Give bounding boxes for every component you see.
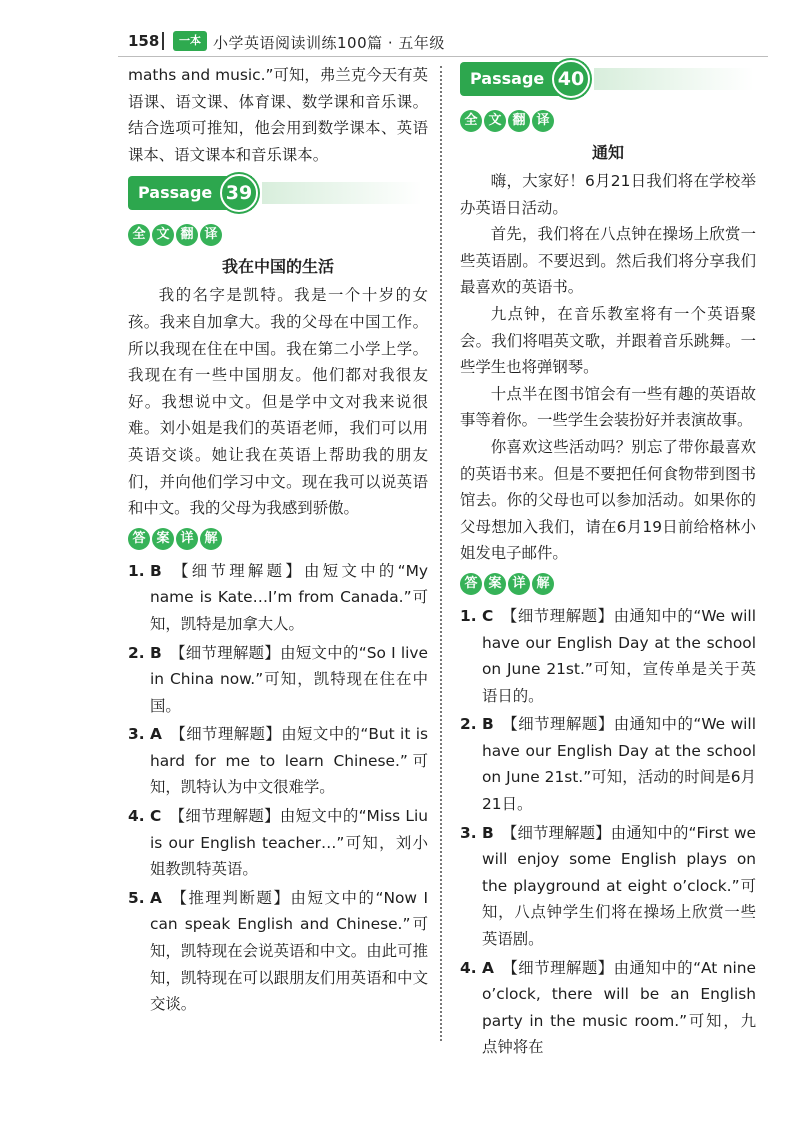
banner-fade bbox=[262, 182, 422, 204]
heading-char: 详 bbox=[508, 573, 530, 595]
answer-text: 【细节理解题】由短文中的“So I live in China now.”可知，凯特现在住在中国。 bbox=[150, 643, 428, 715]
passage-number: 40 bbox=[552, 60, 590, 98]
heading-char: 文 bbox=[152, 224, 174, 246]
answer-item bbox=[128, 885, 428, 1018]
answer-text: 【细节理解题】由短文中的“Miss Liu is our English teacher…”可知，刘小姐教凯特英语。 bbox=[150, 807, 428, 879]
answer-text: 【推理判断题】由短文中的“Now I can speak English and Chinese.”可知，凯特现在会说英语和中文。由此可推知，凯特现在可以跟朋友们用英语和中文交谈。 bbox=[150, 888, 428, 1014]
answer-letter: B bbox=[150, 643, 162, 662]
answer-item bbox=[128, 640, 428, 720]
answer-explanation-heading bbox=[460, 573, 756, 595]
answer-number: 2. bbox=[128, 643, 145, 662]
heading-char: 案 bbox=[152, 528, 174, 550]
answer-text: 【细节理解题】由短文中的“My name is Kate…I’m from Canada.”可知，凯特是加拿大人。 bbox=[150, 561, 428, 633]
answer-item bbox=[128, 803, 428, 883]
continuation-text: maths and music.”可知，弗兰克今天有英语课、语文课、体育课、数学课和音乐课。结合选项可推知，他会用到数学课本、英语课本、语文课本和音乐课本。 bbox=[128, 66, 428, 164]
answer-number: 1. bbox=[128, 561, 145, 580]
heading-char: 翻 bbox=[176, 224, 198, 246]
publisher-logo: 一本 bbox=[173, 31, 207, 51]
passage-body: 我的名字是凯特。我是一个十岁的女孩。我来自加拿大。我的父母在中国工作。所以我现在住在中国。我在第二小学上学。我现在有一些中国朋友。他们都对我很友好。我想说中文。但是学中文对我来说很难。刘小姐是我们的英语老师，我们可以用英语交谈。她让我在英语上帮助我的朋友们，并向他们学习中文。现在我可以说英语和中文。我的父母为我感到骄傲。 bbox=[128, 286, 428, 518]
heading-char: 解 bbox=[532, 573, 554, 595]
book-title: 小学英语阅读训练100篇 · 五年级 bbox=[213, 34, 445, 52]
heading-char: 案 bbox=[484, 573, 506, 595]
passage-title: 我在中国的生活 bbox=[221, 257, 334, 277]
answer-text: 【细节理解题】由通知中的“First we will enjoy some English plays on the playground at eight o’clock.”可知，八点钟学生们将在操场上欣赏一些英语剧。 bbox=[482, 823, 756, 949]
passage-number: 39 bbox=[220, 174, 258, 212]
answer-letter: B bbox=[150, 561, 162, 580]
heading-char: 译 bbox=[532, 110, 554, 132]
heading-char: 译 bbox=[200, 224, 222, 246]
passage-title: 通知 bbox=[591, 143, 624, 162]
answer-number: 4. bbox=[128, 807, 145, 826]
answer-letter: A bbox=[150, 725, 162, 744]
answer-text: 【细节理解题】由短文中的“But it is hard for me to learn Chinese.”可知，凯特认为中文很难学。 bbox=[150, 725, 428, 797]
answer-number: 4. bbox=[460, 958, 477, 977]
header-separator bbox=[162, 32, 164, 50]
answer-letter: A bbox=[482, 958, 494, 977]
answer-letter: C bbox=[150, 807, 162, 826]
passage-label: Passage bbox=[128, 176, 252, 210]
heading-char: 全 bbox=[460, 110, 482, 132]
left-column bbox=[128, 62, 428, 1020]
heading-char: 解 bbox=[200, 528, 222, 550]
notice-paragraph: 首先，我们将在八点钟在操场上欣赏一些英语剧。不要迟到。然后我们将分享我们最喜欢的英语书。 bbox=[460, 225, 756, 297]
passage-40-banner bbox=[460, 62, 756, 100]
answer-item bbox=[460, 711, 756, 817]
answer-number: 3. bbox=[128, 725, 145, 744]
answer-number: 1. bbox=[460, 606, 477, 625]
heading-char: 答 bbox=[128, 528, 150, 550]
answer-number: 3. bbox=[460, 823, 477, 842]
answer-text: 【细节理解题】由通知中的“We will have our English Day at the school on June 21st.”可知，活动的时间是6月21日。 bbox=[482, 715, 756, 814]
column-divider bbox=[440, 66, 442, 1041]
notice-paragraph: 嗨，大家好！6月21日我们将在学校举办英语日活动。 bbox=[460, 172, 756, 217]
passage-39-banner bbox=[128, 176, 428, 214]
answer-item bbox=[460, 603, 756, 709]
full-translation-heading bbox=[460, 110, 756, 132]
heading-char: 全 bbox=[128, 224, 150, 246]
full-translation-heading bbox=[128, 224, 428, 246]
answer-item bbox=[128, 558, 428, 638]
answer-letter: A bbox=[150, 888, 162, 907]
right-column bbox=[460, 62, 756, 1063]
heading-char: 翻 bbox=[508, 110, 530, 132]
heading-char: 文 bbox=[484, 110, 506, 132]
answer-number: 5. bbox=[128, 888, 145, 907]
answer-text: 【细节理解题】由通知中的“We will have our English Day at the school on June 21st.”可知，宣传单是关于英语日的。 bbox=[482, 606, 756, 705]
answer-item bbox=[460, 955, 756, 1061]
answer-letter: B bbox=[482, 715, 494, 734]
banner-fade bbox=[594, 68, 754, 90]
heading-char: 详 bbox=[176, 528, 198, 550]
answer-number: 2. bbox=[460, 715, 477, 734]
answer-letter: B bbox=[482, 823, 494, 842]
heading-char: 答 bbox=[460, 573, 482, 595]
passage-label: Passage bbox=[460, 62, 584, 96]
page-number: 158 bbox=[128, 32, 160, 50]
notice-paragraph: 你喜欢这些活动吗？别忘了带你最喜欢的英语书来。但是不要把任何食物带到图书馆去。你的父母也可以参加活动。如果你的父母想加入我们，请在6月19日前给格林小姐发电子邮件。 bbox=[460, 437, 756, 563]
answer-text: 【细节理解题】由通知中的“At nine o’clock, there will be an English party in the music room.”可知，九点钟将在 bbox=[482, 958, 756, 1057]
answer-item bbox=[460, 820, 756, 953]
page-header bbox=[118, 30, 768, 64]
answer-letter: C bbox=[482, 606, 494, 625]
answer-explanation-heading bbox=[128, 528, 428, 550]
header-rule bbox=[118, 56, 768, 57]
answer-item bbox=[128, 721, 428, 801]
notice-paragraph: 九点钟，在音乐教室将有一个英语聚会。我们将唱英文歌，并跟着音乐跳舞。一些学生也将弹钢琴。 bbox=[460, 304, 756, 377]
notice-paragraph: 十点半在图书馆会有一些有趣的英语故事等着你。一些学生会装扮好并表演故事。 bbox=[460, 384, 756, 430]
